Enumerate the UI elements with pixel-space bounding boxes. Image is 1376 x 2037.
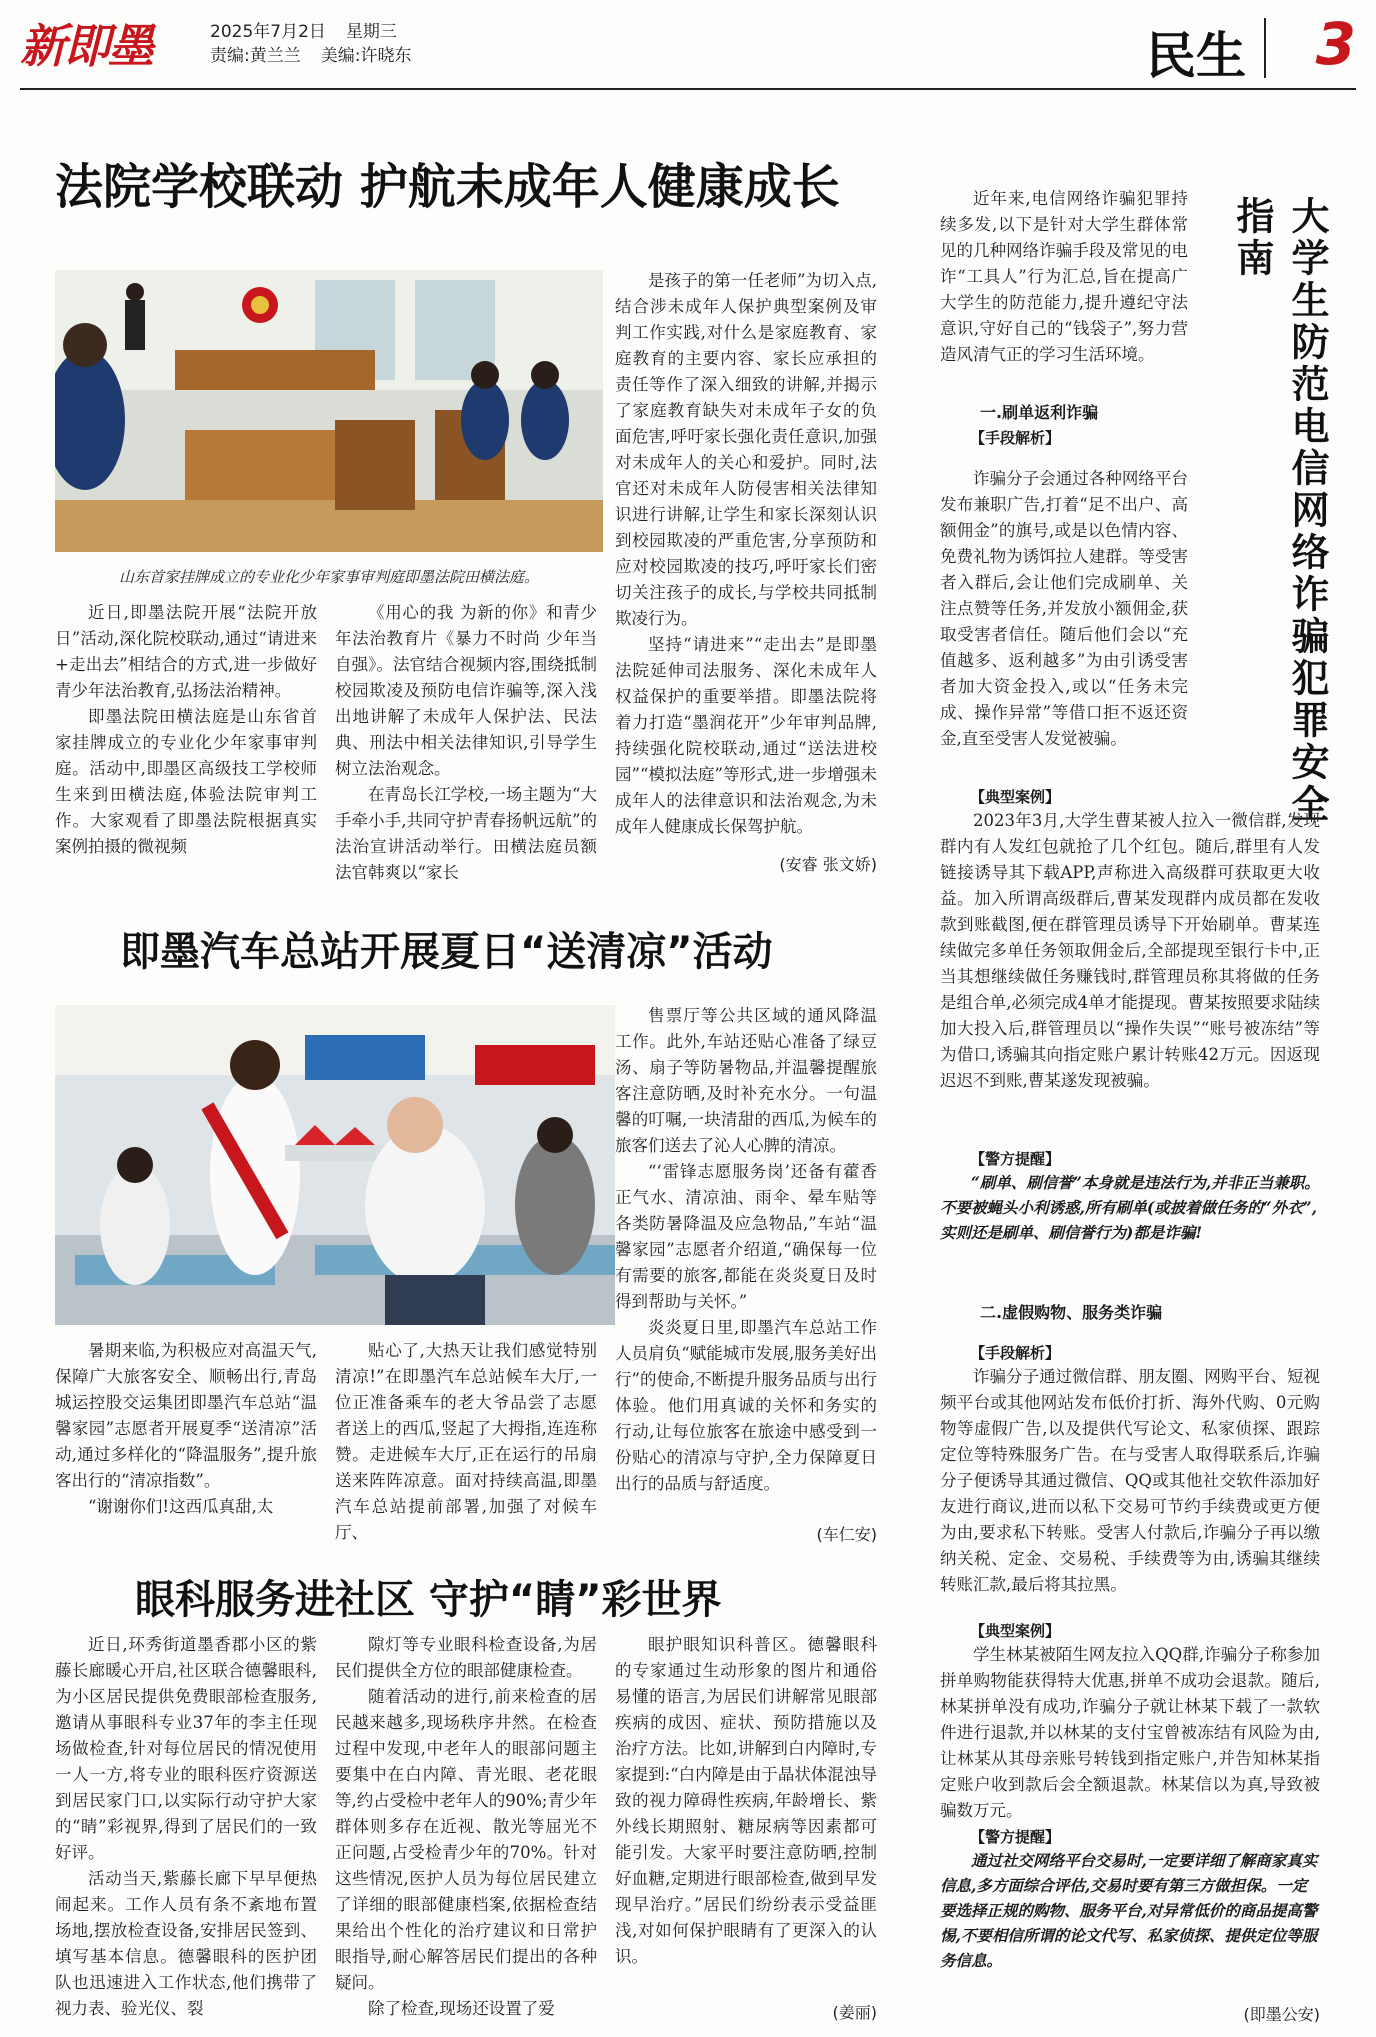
divider <box>1264 18 1266 78</box>
paragraph: 活动当天,紫藤长廊下早早便热闹起来。工作人员有条不紊地布置场地,摆放检查设备,安排居民签到、填写基本信息。德馨眼科的医护团队也迅速进入工作状态,他们携带了视力表、验光仪、裂 <box>55 1869 317 2018</box>
paragraph: 坚持“请进来”“走出去”是即墨法院延伸司法服务、深化未成年人权益保护的重要举措。即墨法院将着力打造“墨润花开”少年审判品牌,持续强化院校联动,通过“送法进校园”“模拟法庭”等形式,进一步增强未成年人的法律意识和法治观念,为未成年人健康成长保驾护航。 <box>615 635 877 836</box>
article4-section2-title: 二.虚假购物、服务类诈骗 <box>980 1303 1163 1322</box>
paragraph: 《用心的我 为新的你》和青少年法治教育片《暴力不时尚 少年当自强》。法官结合视频内容,围绕抵制校园欺凌及预防电信诈骗等,深入浅出地讲解了未成年人保护法、民法典、刑法中相关法律知识,引导学生树立法治观念。 <box>335 603 597 778</box>
paragraph: 近日,环秀街道墨香郡小区的紫藤长廊暖心开启,社区联合德馨眼科,为小区居民提供免费眼部检查服务,邀请从事眼科专业37年的李主任现场做检查,针对每位居民的情况使用一人一方,将专业的眼科医疗资源送到居民家门口,以实际行动守护大家的“睛”彩视界,得到了居民们的一致好评。 <box>55 1635 317 1862</box>
paragraph: 学生林某被陌生网友拉入QQ群,诈骗分子称参加拼单购物能获得特大优惠,拼单不成功会退款。随后,林某拼单没有成功,诈骗分子就让林某下载了一款软件进行退款,并以林某的支付宝曾被冻结有风险为由,让林某从其母亲账号转钱到指定账户,并告知林某指定账户收到款后会全额退款。林某信以为真,导致被骗数万元。 <box>940 1645 1320 1820</box>
newspaper-logo: 新即墨 <box>20 19 152 73</box>
article4-s2-method <box>940 1364 1320 1614</box>
article4-s2-warn <box>940 1848 1320 1973</box>
article1-byline: (安睿 张文娇) <box>779 855 877 874</box>
case-tag: 【典型案例】 <box>970 1622 1061 1640</box>
paragraph: 近年来,电信网络诈骗犯罪持续多发,以下是针对大学生群体常见的几种网络诈骗手段及常见的电诈“工具人”行为汇总,旨在提高广大学生的防范能力,提升遵纪守法意识,守好自己的“钱袋子”,努力营造风清气正的学习生活环境。 <box>940 189 1188 364</box>
editor-credit: 责编:黄兰兰 <box>210 46 301 66</box>
designer-credit: 美编:许晓东 <box>320 46 412 66</box>
paragraph: 通过社交网络平台交易时,一定要详细了解商家真实信息,多方面综合评估,交易时要有第三方做担保。一定要选择正规的购物、服务平台,对异常低价的商品提高警惕,不要相信所谓的论文代写、私家侦探、提供定位等服务信息。 <box>940 1851 1318 1970</box>
paragraph: 售票厅等公共区域的通风降温工作。此外,车站还贴心准备了绿豆汤、扇子等防暑物品,并温馨提醒旅客注意防晒,及时补充水分。一句温馨的叮嘱,一块清甜的西瓜,为候车的旅客们送去了沁人心脾的清凉。 <box>615 1006 877 1155</box>
article1-caption: 山东首家挂牌成立的专业化少年家事审判庭即墨法院田横法庭。 <box>118 568 539 586</box>
article2-col2 <box>335 1338 597 1548</box>
masthead <box>20 10 1356 88</box>
article3-col1 <box>55 1632 317 2022</box>
article4-s1-method <box>940 466 1188 786</box>
article2-byline: (车仁安) <box>816 1525 877 1544</box>
issue-weekday: 星期三 <box>345 22 397 42</box>
warn-tag: 【警方提醒】 <box>970 1828 1061 1846</box>
paragraph: 诈骗分子通过微信群、朋友圈、网购平台、短视频平台或其他网站发布低价打折、海外代购、0元购物等虚假广告,以及提供代写论文、私家侦探、跟踪定位等特殊服务广告。在与受害人取得联系后,诈骗分子便诱导其通过微信、QQ或其他社交软件添加好友进行商议,进而以私下交易可节约手续费或更方便为由,要求私下转账。受害人付款后,诈骗分子再以缴纳关税、定金、交易税、手续费等为由,诱骗其继续转账汇款,最后将其拉黑。 <box>940 1367 1320 1594</box>
method-tag: 【手段解析】 <box>970 429 1061 447</box>
paragraph: 暑期来临,为积极应对高温天气,保障广大旅客安全、顺畅出行,青岛城运控股交运集团即墨汽车总站“温馨家园”志愿者开展夏季“送清凉”活动,通过多样化的“降温服务”,提升旅客出行的“清凉指数”。 <box>55 1341 317 1490</box>
waiting-hall-photo <box>55 1005 615 1325</box>
article4-s1-warn <box>940 1170 1320 1245</box>
article4-s2-case <box>940 1642 1320 1822</box>
paragraph: “‘雷锋志愿服务岗’还备有藿香正气水、清凉油、雨伞、晕车贴等各类防暑降温及应急物品,”车站“温馨家园”志愿者介绍道,“确保每一位有需要的旅客,都能在炎炎夏日及时得到帮助与关怀。” <box>615 1162 877 1311</box>
paragraph: 2023年3月,大学生曹某被人拉入一微信群,发现群内有人发红包就抢了几个红包。随后,群里有人发链接诱导其下载APP,声称进入高级群可获取更大收益。加入所谓高级群后,曹某发现群内成员都在发收款到账截图,便在群管理员诱导下开始刷单。曹某连续做完多单任务领取佣金后,全部提现至银行卡中,正当其想继续做任务赚钱时,群管理员称其将做的任务是组合单,必须完成4单才能提现。曹某按照要求陆续加大投入后,群管理员以“操作失误”“账号被冻结”等为借口,诱骗其向指定账户累计转账42万元。因返现迟迟不到账,曹某遂发现被骗。 <box>940 811 1320 1090</box>
paragraph: “刷单、刷信誉”本身就是违法行为,并非正当兼职。不要被蝇头小利诱惑,所有刷单(或披着做任务的“外衣”,实则还是刷单、刷信誉行为)都是诈骗! <box>940 1173 1320 1242</box>
article2-photo <box>55 1005 615 1325</box>
paragraph: 近日,即墨法院开展“法院开放日”活动,深化院校联动,通过“请进来+走出去”相结合的方式,进一步做好青少年法治教育,弘扬法治精神。 <box>55 603 317 700</box>
article1-photo <box>55 270 603 552</box>
article4-byline: (即墨公安) <box>1243 2005 1320 2024</box>
courtroom-photo <box>55 270 603 552</box>
article3-byline: (姜丽) <box>832 2003 877 2022</box>
paragraph: 眼护眼知识科普区。德馨眼科的专家通过生动形象的图片和通俗易懂的语言,为居民们讲解常见眼部疾病的成因、症状、预防措施以及治疗方法。比如,讲解到白内障时,专家提到:“白内障是由于晶状体混浊导致的视力障碍性疾病,年龄增长、紫外线长期照射、糖尿病等因素都可能引发。大家平时要注意防晒,控制好血糖,定期进行眼部检查,做到早发现早治疗。”居民们纷纷表示受益匪浅,对如何保护眼睛有了更深入的认识。 <box>615 1635 877 1966</box>
article1-col2 <box>335 600 597 882</box>
masthead-rule <box>20 88 1356 90</box>
paragraph: 诈骗分子会通过各种网络平台发布兼职广告,打着“足不出户、高额佣金”的旗号,或是以色情内容、免费礼物为诱饵拉人建群。等受害者入群后,会让他们完成刷单、关注点赞等任务,并发放小额佣金,获取受害者信任。随后他们会以“充值越多、返利越多”为由引诱受害者加大资金投入,或以“任务未完成、操作异常”等借口拒不返还资金,直至受害人发觉被骗。 <box>940 469 1188 748</box>
paragraph: 随着活动的进行,前来检查的居民越来越多,现场秩序井然。在检查过程中发现,中老年人的眼部问题主要集中在白内障、青光眼、老花眼等,约占受检中老年人的90%;青少年群体则多存在近视、散光等屈光不正问题,占受检青少年的70%。针对这些情况,医护人员为每位居民建立了详细的眼部健康档案,依据检查结果给出个性化的治疗建议和日常护眼指导,耐心解答居民们提出的各种疑问。 <box>335 1687 597 1992</box>
page-number: 3 <box>1315 10 1356 78</box>
paragraph: 即墨法院田横法庭是山东省首家挂牌成立的专业化少年家事审判庭。活动中,即墨区高级技工学校师生来到田横法庭,体验法院审判工作。大家观看了即墨法院根据真实案例拍摄的微视频 <box>55 707 317 856</box>
case-tag: 【典型案例】 <box>970 788 1061 806</box>
article1-col3 <box>615 268 877 848</box>
paragraph: “谢谢你们!这西瓜真甜,太 <box>88 1497 274 1516</box>
paragraph: 炎炎夏日里,即墨汽车总站工作人员肩负“赋能城市发展,服务美好出行”的使命,不断提升服务品质与出行体验。他们用真诚的关怀和务实的行动,让每位旅客在旅途中感受到一份贴心的清凉与守护,全力保障夏日出行的品质与舒适度。 <box>615 1318 877 1493</box>
issue-meta <box>210 20 431 68</box>
article1-title: 法院学校联动 护航未成年人健康成长 <box>55 159 840 215</box>
article3-title: 眼科服务进社区 守护“睛”彩世界 <box>135 1577 722 1623</box>
article1-col1 <box>55 600 317 882</box>
paragraph: 除了检查,现场还设置了爱 <box>368 1999 555 2018</box>
paragraph: 隙灯等专业眼科检查设备,为居民们提供全方位的眼部健康检查。 <box>335 1635 597 1680</box>
article4-section1-head <box>940 390 1188 448</box>
article3-col3 <box>615 1632 877 1992</box>
article4-intro <box>940 186 1188 376</box>
section-title: 一.刷单返利诈骗 <box>980 403 1099 422</box>
article4-title: 大学生防范电信网络诈骗犯罪安全指南 <box>1230 196 1329 826</box>
article2-col1 <box>55 1338 317 1548</box>
article2-col3 <box>615 1003 877 1523</box>
article3-col2 <box>335 1632 597 2022</box>
method-tag: 【手段解析】 <box>970 1344 1061 1362</box>
paragraph: 是孩子的第一任老师”为切入点,结合涉未成年人保护典型案例及审判工作实践,对什么是家庭教育、家庭教育的主要内容、家长应承担的责任等作了深入细致的讲解,并揭示了家庭教育缺失对未成年子女的负面危害,呼吁家长强化责任意识,加强对未成年人的关心和爱护。同时,法官还对未成年人防侵害相关法律知识进行讲解,让学生和家长深刻认识到校园欺凌的严重危害,分享预防和应对校园欺凌的技巧,呼吁家长们密切关注孩子的成长,与学校共同抵制欺凌行为。 <box>615 271 877 628</box>
warn-tag: 【警方提醒】 <box>970 1150 1061 1168</box>
section-name: 民生 <box>1146 27 1246 85</box>
paragraph: 贴心了,大热天让我们感觉特别清凉!”在即墨汽车总站候车大厅,一位正准备乘车的老大爷品尝了志愿者送上的西瓜,竖起了大拇指,连连称赞。走进候车大厅,正在运行的吊扇送来阵阵凉意。面对持续高温,即墨汽车总站提前部署,加强了对候车厅、 <box>335 1341 597 1542</box>
article2-title: 即墨汽车总站开展夏日“送清凉”活动 <box>120 929 773 975</box>
issue-date: 2025年7月2日 <box>210 22 326 42</box>
article4-s1-case <box>940 808 1320 1148</box>
paragraph: 在青岛长江学校,一场主题为“大手牵小手,共同守护青春扬帆远航”的法治宣讲活动举行。田横法庭员额法官韩爽以“家长 <box>335 785 597 882</box>
